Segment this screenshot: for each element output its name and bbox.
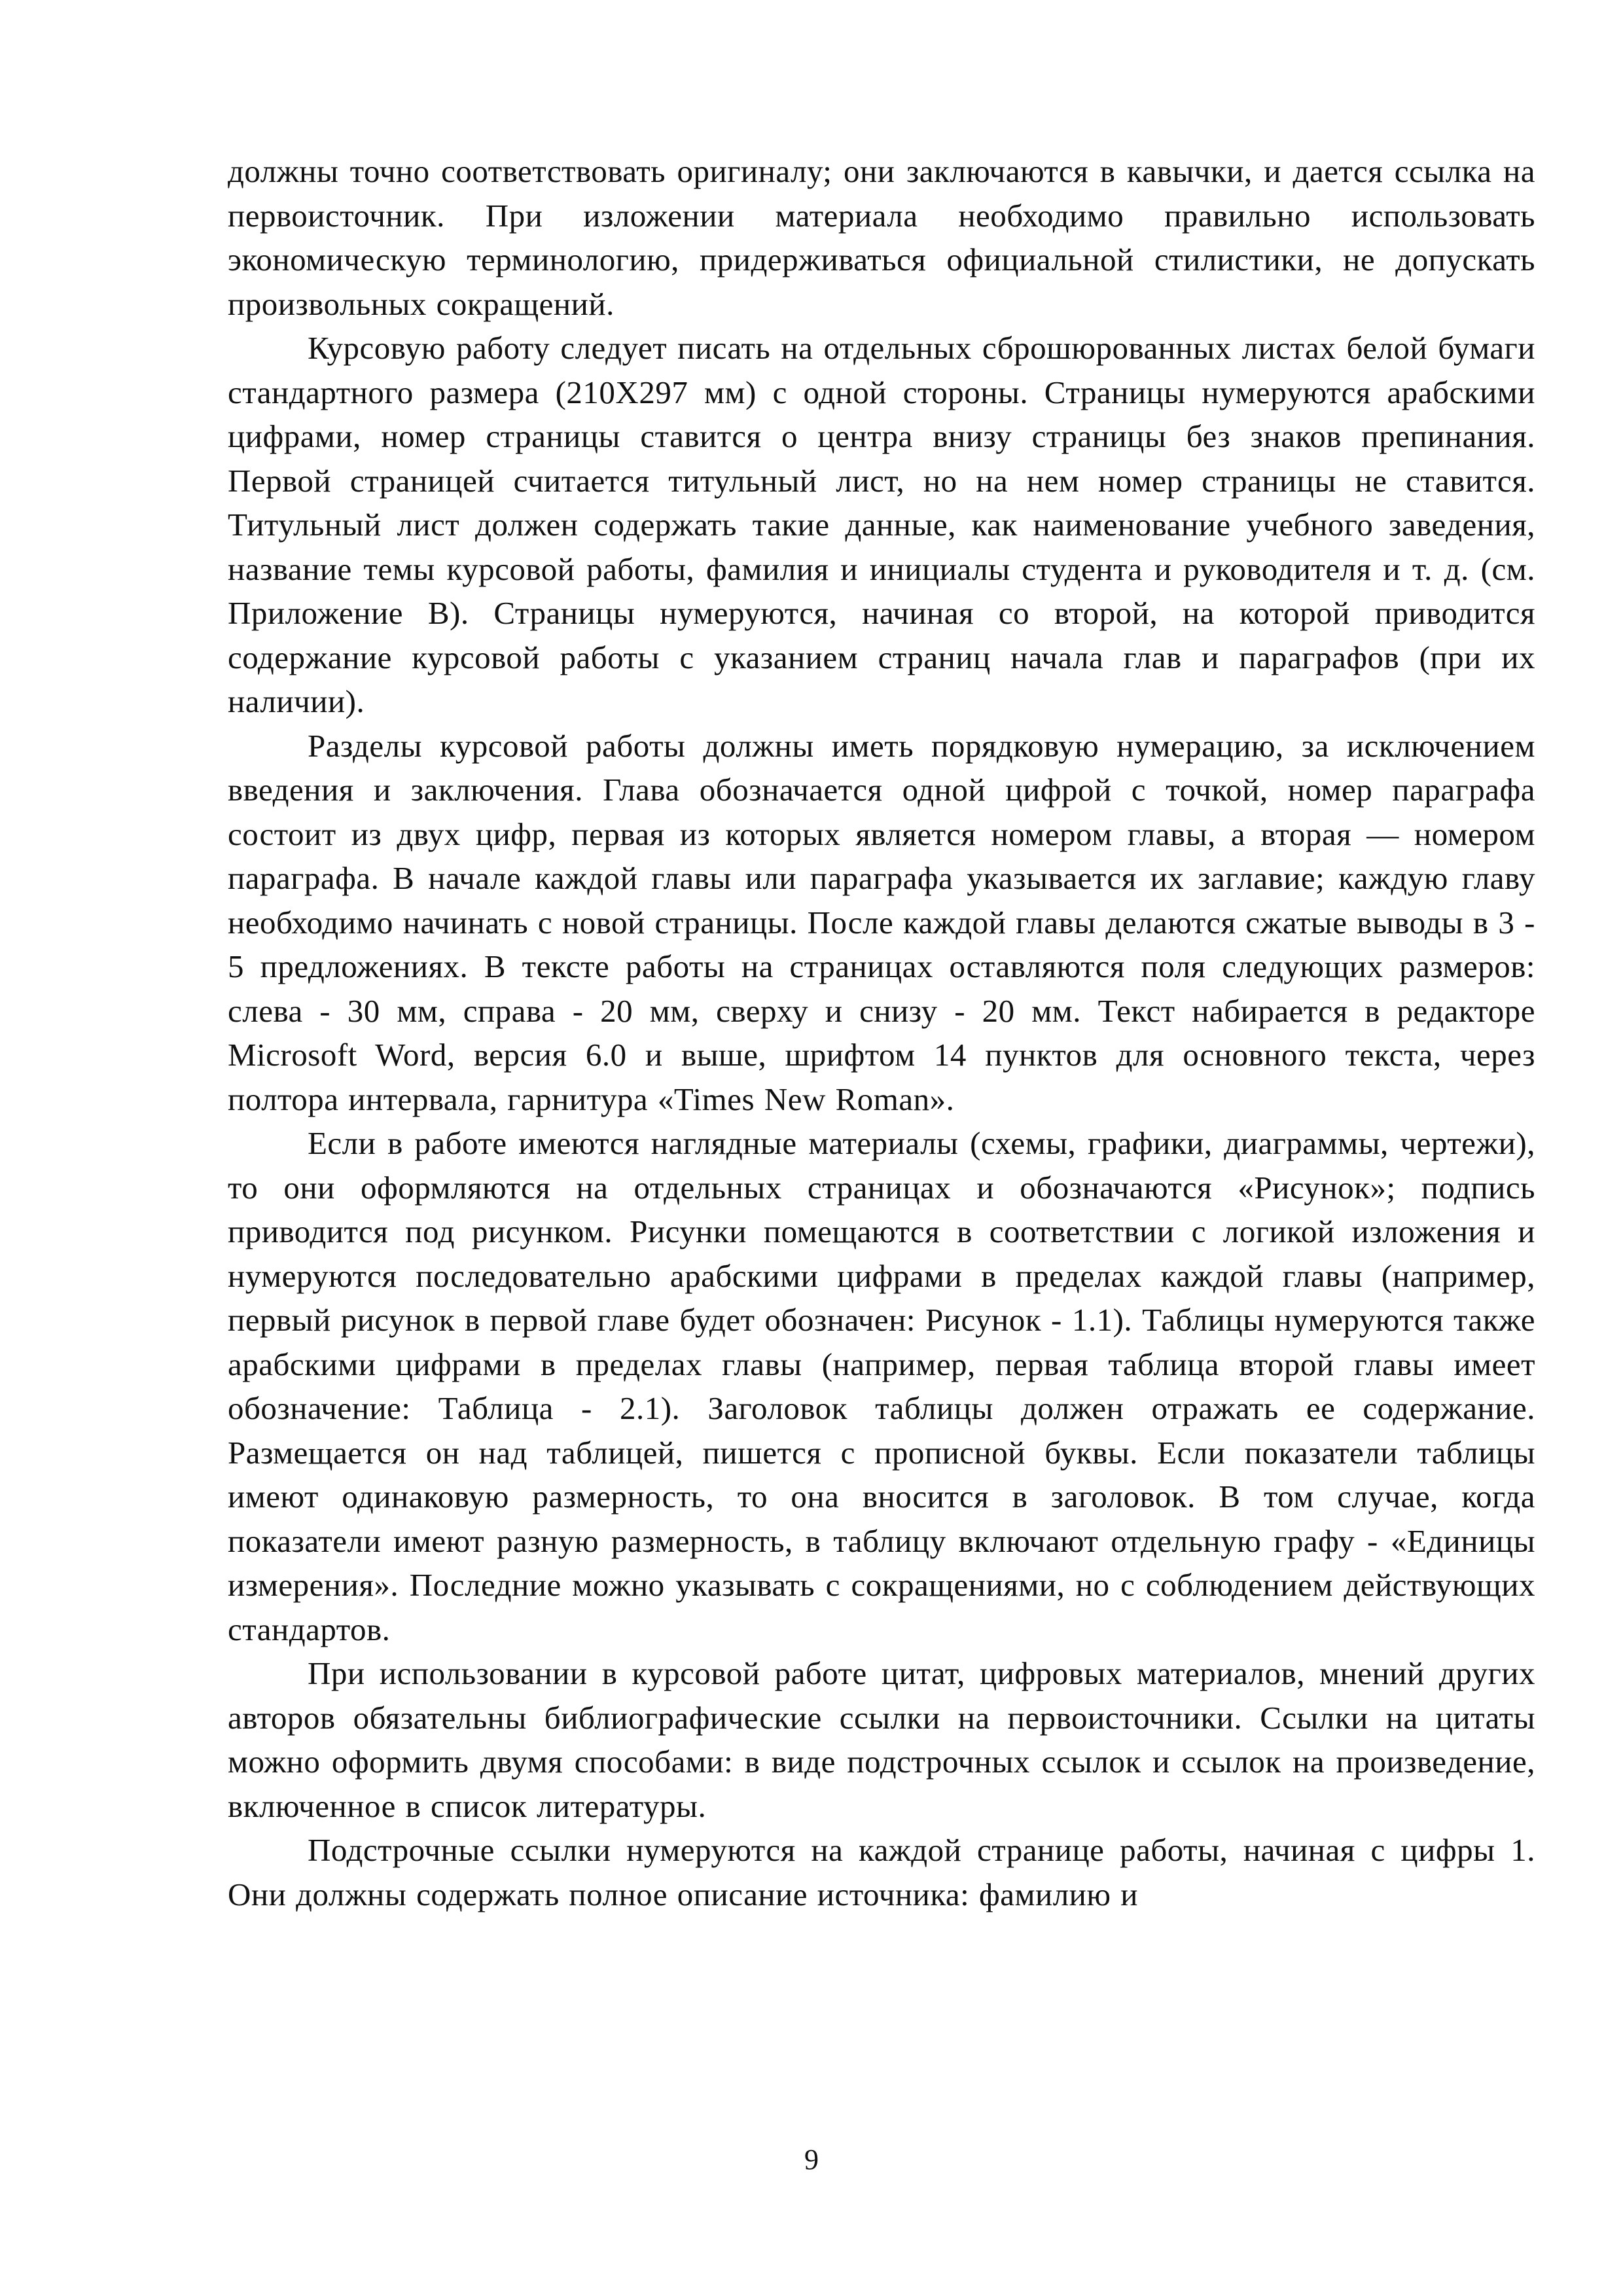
paragraph-2: Курсовую работу следует писать на отдельных сброшюрованных листах белой бумаги стандартного размера (210Х297 мм) с одной стороны. Страницы нумеруются арабскими цифрами, номер страницы ставится о центра внизу страницы без знаков препинания. Первой страницей считается титульный лист, но на нем номер страницы не ставится. Титульный лист должен содержать такие данные, как наименование учебного заведения, название темы курсовой работы, фамилия и инициалы студента и руководителя и т. д. (см. Приложение В). Страницы нумеруются, начиная со второй, на которой приводится содержание курсовой работы с указанием страниц начала глав и параграфов (при их наличии). — [228, 330, 1535, 719]
paragraph-3: Разделы курсовой работы должны иметь порядковую нумерацию, за исключением введения и заключения. Глава обозначается одной цифрой с точкой, номер параграфа состоит из двух цифр, первая из которых является номером главы, а вторая — номером параграфа. В начале каждой главы или параграфа указывается их заглавие; каждую главу необходимо начинать с новой страницы. После каждой главы делаются сжатые выводы в 3 - 5 предложениях. В тексте работы на страницах оставляются поля следующих размеров: слева - 30 мм, справа - 20 мм, сверху и снизу - 20 мм. Текст набирается в редакторе Microsoft Word, версия 6.0 и выше, шрифтом 14 пунктов для основного текста, через полтора интервала, гарнитура «Times New Roman». — [228, 727, 1535, 1117]
paragraph-5: При использовании в курсовой работе цитат, цифровых материалов, мнений других авторов обязательны библиографические ссылки на первоисточники. Ссылки на цитаты можно оформить двумя способами: в виде подстрочных ссылок и ссылок на произведение, включенное в список литературы. — [228, 1655, 1535, 1824]
paragraph-1: должны точно соответствовать оригиналу; они заключаются в кавычки, и дается ссылка на первоисточник. При изложении материала необходимо правильно использовать экономическую терминологию, придерживаться официальной стилистики, не допускать произвольных сокращений. — [228, 153, 1535, 322]
paragraph-6: Подстрочные ссылки нумеруются на каждой странице работы, начиная с цифры 1. Они должны содержать полное описание источника: фамилию и — [228, 1832, 1535, 1912]
paragraph-4: Если в работе имеются наглядные материалы (схемы, графики, диаграммы, чертежи), то они оформляются на отдельных страницах и обозначаются «Рисунок»; подпись приводится под рисунком. Рисунки помещаются в соответствии с логикой изложения и нумеруются последовательно арабскими цифрами в пределах каждой главы (например, первый рисунок в первой главе будет обозначен: Рисунок - 1.1). Таблицы нумеруются также арабскими цифрами в пределах главы (например, первая таблица второй главы имеет обозначение: Таблица - 2.1). Заголовок таблицы должен отражать ее содержание. Размещается он над таблицей, пишется с прописной буквы. Если показатели таблицы имеют одинаковую размерность, то она вносится в заголовок. В том случае, когда показатели имеют разную размерность, в таблицу включают отдельную графу - «Единицы измерения». Последние можно указывать с сокращениями, но с соблюдением действующих стандартов. — [228, 1125, 1535, 1647]
page-number: 9 — [804, 2144, 819, 2176]
page-body — [228, 149, 1535, 1916]
